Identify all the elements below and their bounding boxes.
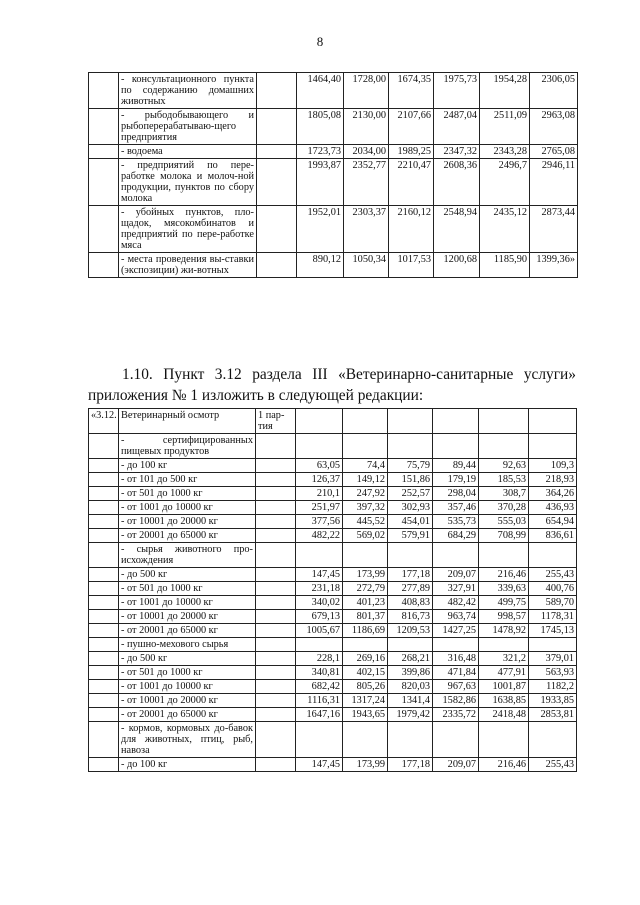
unit-cell	[257, 159, 297, 206]
price-cell: 2511,09	[480, 109, 530, 145]
row-description: - убойных пунктов, пло-щадок, мясокомбинатов и предприятий по пере-работке мяса	[119, 206, 257, 253]
item-number-cell	[89, 206, 119, 253]
price-cell: 1116,31	[296, 694, 343, 708]
price-cell: 482,22	[296, 529, 343, 543]
price-cell: 247,92	[343, 487, 388, 501]
unit-cell	[256, 568, 296, 582]
price-cell: 1975,73	[434, 73, 480, 109]
unit-cell	[256, 652, 296, 666]
price-cell: 801,37	[343, 610, 388, 624]
table-row	[89, 459, 577, 473]
item-number-cell	[89, 610, 119, 624]
price-cell: 499,75	[479, 596, 529, 610]
unit-cell	[256, 543, 296, 568]
price-cell: 1993,87	[297, 159, 344, 206]
price-cell: 1805,08	[297, 109, 344, 145]
table-row	[89, 206, 578, 253]
price-cell	[343, 409, 388, 434]
price-cell: 1954,28	[480, 73, 530, 109]
price-cell: 402,15	[343, 666, 388, 680]
price-cell: 1728,00	[344, 73, 389, 109]
row-description: - от 501 до 1000 кг	[119, 666, 256, 680]
price-cell: 1723,73	[297, 145, 344, 159]
price-cell	[529, 409, 577, 434]
price-cell: 445,52	[343, 515, 388, 529]
price-cell: 151,86	[388, 473, 433, 487]
item-number-cell	[89, 582, 119, 596]
price-cell	[388, 722, 433, 758]
price-cell: 2306,05	[530, 73, 578, 109]
price-cell: 1341,4	[388, 694, 433, 708]
price-cell: 682,42	[296, 680, 343, 694]
price-cell: 126,37	[296, 473, 343, 487]
table-row	[89, 409, 577, 434]
table-row	[89, 501, 577, 515]
row-description: - от 1001 до 10000 кг	[119, 680, 256, 694]
price-cell: 340,81	[296, 666, 343, 680]
price-cell	[529, 722, 577, 758]
price-cell	[388, 409, 433, 434]
row-description: - от 10001 до 20000 кг	[119, 610, 256, 624]
price-cell: 272,79	[343, 582, 388, 596]
row-description: - от 501 до 1000 кг	[119, 487, 256, 501]
price-cell: 1017,53	[389, 253, 434, 278]
price-cell: 1200,68	[434, 253, 480, 278]
price-cell: 579,91	[388, 529, 433, 543]
unit-cell	[256, 487, 296, 501]
price-cell: 1933,85	[529, 694, 577, 708]
table-row	[89, 73, 578, 109]
unit-cell	[256, 666, 296, 680]
price-cell: 1464,40	[297, 73, 344, 109]
price-cell: 231,18	[296, 582, 343, 596]
row-description: - от 20001 до 65000 кг	[119, 529, 256, 543]
price-cell: 2034,00	[344, 145, 389, 159]
price-cell: 401,23	[343, 596, 388, 610]
price-cell	[296, 409, 343, 434]
table-row	[89, 543, 577, 568]
price-cell	[433, 638, 479, 652]
price-cell: 563,93	[529, 666, 577, 680]
price-cell: 1182,2	[529, 680, 577, 694]
table-row	[89, 515, 577, 529]
price-cell: 2853,81	[529, 708, 577, 722]
price-cell: 340,02	[296, 596, 343, 610]
row-description: - пушно-мехового сырья	[119, 638, 256, 652]
price-cell: 454,01	[388, 515, 433, 529]
price-cell: 1647,16	[296, 708, 343, 722]
price-cell: 1427,25	[433, 624, 479, 638]
table-row	[89, 680, 577, 694]
item-number-cell	[89, 758, 119, 772]
price-cell: 147,45	[296, 568, 343, 582]
price-cell	[296, 543, 343, 568]
price-cell: 2352,77	[344, 159, 389, 206]
row-description: - до 500 кг	[119, 568, 256, 582]
table-row	[89, 666, 577, 680]
table-row	[89, 473, 577, 487]
price-cell: 2107,66	[389, 109, 434, 145]
price-cell	[433, 722, 479, 758]
price-cell: 255,43	[529, 568, 577, 582]
service-name-cell: Ветеринарный осмотр	[119, 409, 256, 434]
price-cell	[343, 638, 388, 652]
price-cell: 408,83	[388, 596, 433, 610]
price-cell	[343, 434, 388, 459]
tariff-table-continued	[88, 72, 578, 278]
price-cell: 2548,94	[434, 206, 480, 253]
item-number-cell	[89, 694, 119, 708]
item-number-cell	[89, 487, 119, 501]
unit-cell	[256, 610, 296, 624]
price-cell: 92,63	[479, 459, 529, 473]
price-cell: 1186,69	[343, 624, 388, 638]
row-description: - предприятий по пере-работке молока и молоч-ной продукции, пунктов по сбору молока	[119, 159, 257, 206]
table-row	[89, 582, 577, 596]
price-cell: 147,45	[296, 758, 343, 772]
unit-cell	[256, 515, 296, 529]
item-number-cell	[89, 253, 119, 278]
unit-cell	[256, 708, 296, 722]
price-cell: 2303,37	[344, 206, 389, 253]
price-cell: 1478,92	[479, 624, 529, 638]
price-cell: 482,42	[433, 596, 479, 610]
table-row	[89, 624, 577, 638]
row-description: - от 101 до 500 кг	[119, 473, 256, 487]
price-cell: 308,7	[479, 487, 529, 501]
price-cell: 967,63	[433, 680, 479, 694]
unit-cell	[257, 253, 297, 278]
price-cell: 1005,67	[296, 624, 343, 638]
price-cell: 173,99	[343, 758, 388, 772]
table-row	[89, 638, 577, 652]
price-cell: 177,18	[388, 758, 433, 772]
table-row	[89, 610, 577, 624]
unit-cell	[256, 722, 296, 758]
price-cell: 302,93	[388, 501, 433, 515]
price-cell: 2435,12	[480, 206, 530, 253]
price-cell: 173,99	[343, 568, 388, 582]
price-cell	[479, 722, 529, 758]
unit-cell: 1 пар-тия	[256, 409, 296, 434]
row-description: - от 10001 до 20000 кг	[119, 694, 256, 708]
price-cell	[529, 543, 577, 568]
unit-cell	[257, 109, 297, 145]
unit-cell	[256, 582, 296, 596]
price-cell	[479, 409, 529, 434]
price-cell: 1745,13	[529, 624, 577, 638]
price-cell: 277,89	[388, 582, 433, 596]
price-cell	[433, 409, 479, 434]
price-cell: 2160,12	[389, 206, 434, 253]
price-cell: 963,74	[433, 610, 479, 624]
price-cell: 364,26	[529, 487, 577, 501]
price-cell	[479, 543, 529, 568]
item-number-cell	[89, 501, 119, 515]
table-row	[89, 722, 577, 758]
row-description: - водоема	[119, 145, 257, 159]
price-cell: 2946,11	[530, 159, 578, 206]
row-description: - от 1001 до 10000 кг	[119, 501, 256, 515]
price-cell	[479, 638, 529, 652]
table-row	[89, 596, 577, 610]
price-cell: 177,18	[388, 568, 433, 582]
price-cell: 339,63	[479, 582, 529, 596]
price-cell: 820,03	[388, 680, 433, 694]
unit-cell	[257, 206, 297, 253]
price-cell: 321,2	[479, 652, 529, 666]
item-number-cell	[89, 159, 119, 206]
price-cell: 216,46	[479, 758, 529, 772]
price-cell: 370,28	[479, 501, 529, 515]
row-description: - от 1001 до 10000 кг	[119, 596, 256, 610]
price-cell: 2496,7	[480, 159, 530, 206]
price-cell: 2608,36	[434, 159, 480, 206]
price-cell: 2963,08	[530, 109, 578, 145]
row-description: - кормов, кормовых до-бавок для животных, птиц, рыб, навоза	[119, 722, 256, 758]
price-cell: 357,46	[433, 501, 479, 515]
table-row	[89, 568, 577, 582]
page-number: 8	[316, 34, 324, 49]
table-row	[89, 159, 578, 206]
price-cell	[296, 722, 343, 758]
price-cell: 1001,87	[479, 680, 529, 694]
table-row	[89, 487, 577, 501]
price-cell	[529, 434, 577, 459]
price-cell: 1674,35	[389, 73, 434, 109]
item-number-cell	[89, 680, 119, 694]
price-cell: 210,1	[296, 487, 343, 501]
price-cell	[296, 638, 343, 652]
unit-cell	[256, 680, 296, 694]
row-description: - сертифицированных пищевых продуктов	[119, 434, 256, 459]
price-cell: 216,46	[479, 568, 529, 582]
price-cell	[433, 543, 479, 568]
row-description: - до 100 кг	[119, 459, 256, 473]
price-cell: 477,91	[479, 666, 529, 680]
price-cell: 805,26	[343, 680, 388, 694]
item-number-cell	[89, 459, 119, 473]
item-number-cell	[89, 73, 119, 109]
item-number-cell	[89, 529, 119, 543]
item-number-cell	[89, 652, 119, 666]
price-cell	[388, 434, 433, 459]
price-cell: 269,16	[343, 652, 388, 666]
unit-cell	[256, 638, 296, 652]
table-row	[89, 758, 577, 772]
table-row	[89, 145, 578, 159]
price-cell: 209,07	[433, 758, 479, 772]
item-number-cell	[89, 624, 119, 638]
row-description: - места проведения вы-ставки (экспозиции) жи-вотных	[119, 253, 257, 278]
unit-cell	[256, 624, 296, 638]
unit-cell	[256, 758, 296, 772]
price-cell: 2335,72	[433, 708, 479, 722]
row-description: - сырья животного про-исхождения	[119, 543, 256, 568]
price-cell: 377,56	[296, 515, 343, 529]
price-cell	[479, 434, 529, 459]
table-row	[89, 708, 577, 722]
price-cell: 1638,85	[479, 694, 529, 708]
price-cell: 1050,34	[344, 253, 389, 278]
price-cell: 836,61	[529, 529, 577, 543]
price-cell: 436,93	[529, 501, 577, 515]
price-cell	[433, 434, 479, 459]
price-cell: 816,73	[388, 610, 433, 624]
price-cell: 2210,47	[389, 159, 434, 206]
price-cell: 589,70	[529, 596, 577, 610]
unit-cell	[256, 694, 296, 708]
item-number-cell	[89, 722, 119, 758]
price-cell: 1209,53	[388, 624, 433, 638]
price-cell: 654,94	[529, 515, 577, 529]
item-number-cell	[89, 638, 119, 652]
price-cell: 399,86	[388, 666, 433, 680]
price-cell: 998,57	[479, 610, 529, 624]
price-cell: 268,21	[388, 652, 433, 666]
item-number-cell	[89, 568, 119, 582]
unit-cell	[256, 529, 296, 543]
price-cell: 2487,04	[434, 109, 480, 145]
price-cell: 2130,00	[344, 109, 389, 145]
price-cell: 684,29	[433, 529, 479, 543]
price-cell: 63,05	[296, 459, 343, 473]
price-cell: 1952,01	[297, 206, 344, 253]
row-description: - от 20001 до 65000 кг	[119, 624, 256, 638]
table-row	[89, 652, 577, 666]
table-row	[89, 253, 578, 278]
item-number-cell: «3.12.	[89, 409, 119, 434]
table-row	[89, 694, 577, 708]
row-description: - консультационного пункта по содержанию домашних животных	[119, 73, 257, 109]
price-cell: 400,76	[529, 582, 577, 596]
price-cell: 316,48	[433, 652, 479, 666]
item-number-cell	[89, 708, 119, 722]
price-cell: 1178,31	[529, 610, 577, 624]
price-cell: 327,91	[433, 582, 479, 596]
price-cell: 2347,32	[434, 145, 480, 159]
price-cell: 569,02	[343, 529, 388, 543]
price-cell: 218,93	[529, 473, 577, 487]
price-cell: 2765,08	[530, 145, 578, 159]
unit-cell	[257, 145, 297, 159]
price-cell: 209,07	[433, 568, 479, 582]
unit-cell	[256, 501, 296, 515]
vet-inspection-tariff-table	[88, 408, 577, 772]
item-number-cell	[89, 515, 119, 529]
price-cell: 74,4	[343, 459, 388, 473]
price-cell: 535,73	[433, 515, 479, 529]
item-number-cell	[89, 596, 119, 610]
price-cell: 1399,36»	[530, 253, 578, 278]
price-cell: 2418,48	[479, 708, 529, 722]
price-cell: 890,12	[297, 253, 344, 278]
price-cell: 708,99	[479, 529, 529, 543]
price-cell: 379,01	[529, 652, 577, 666]
price-cell: 1979,42	[388, 708, 433, 722]
unit-cell	[256, 596, 296, 610]
table-row	[89, 434, 577, 459]
price-cell: 185,53	[479, 473, 529, 487]
row-description: - до 100 кг	[119, 758, 256, 772]
row-description: - от 10001 до 20000 кг	[119, 515, 256, 529]
price-cell: 397,32	[343, 501, 388, 515]
price-cell	[529, 638, 577, 652]
price-cell: 1582,86	[433, 694, 479, 708]
price-cell: 471,84	[433, 666, 479, 680]
price-cell	[343, 722, 388, 758]
price-cell: 1943,65	[343, 708, 388, 722]
price-cell: 179,19	[433, 473, 479, 487]
unit-cell	[256, 434, 296, 459]
price-cell: 2873,44	[530, 206, 578, 253]
price-cell: 679,13	[296, 610, 343, 624]
price-cell: 251,97	[296, 501, 343, 515]
price-cell: 109,3	[529, 459, 577, 473]
price-cell: 555,03	[479, 515, 529, 529]
unit-cell	[257, 73, 297, 109]
price-cell	[343, 543, 388, 568]
price-cell: 255,43	[529, 758, 577, 772]
amendment-paragraph: 1.10. Пункт 3.12 раздела III «Ветеринарно-санитарные услуги» приложения № 1 изложить в следующей редакции:	[88, 366, 576, 405]
price-cell: 228,1	[296, 652, 343, 666]
item-number-cell	[89, 109, 119, 145]
price-cell	[388, 638, 433, 652]
unit-cell	[256, 473, 296, 487]
price-cell	[388, 543, 433, 568]
price-cell: 298,04	[433, 487, 479, 501]
item-number-cell	[89, 473, 119, 487]
item-number-cell	[89, 666, 119, 680]
item-number-cell	[89, 543, 119, 568]
price-cell	[296, 434, 343, 459]
price-cell: 1185,90	[480, 253, 530, 278]
row-description: - от 20001 до 65000 кг	[119, 708, 256, 722]
item-number-cell	[89, 434, 119, 459]
table-row	[89, 109, 578, 145]
table-row	[89, 529, 577, 543]
price-cell: 2343,28	[480, 145, 530, 159]
price-cell: 1317,24	[343, 694, 388, 708]
row-description: - от 501 до 1000 кг	[119, 582, 256, 596]
price-cell: 1989,25	[389, 145, 434, 159]
unit-cell	[256, 459, 296, 473]
price-cell: 149,12	[343, 473, 388, 487]
price-cell: 75,79	[388, 459, 433, 473]
item-number-cell	[89, 145, 119, 159]
row-description: - рыбодобывающего и рыбоперерабатываю-щего предприятия	[119, 109, 257, 145]
price-cell: 252,57	[388, 487, 433, 501]
row-description: - до 500 кг	[119, 652, 256, 666]
price-cell: 89,44	[433, 459, 479, 473]
